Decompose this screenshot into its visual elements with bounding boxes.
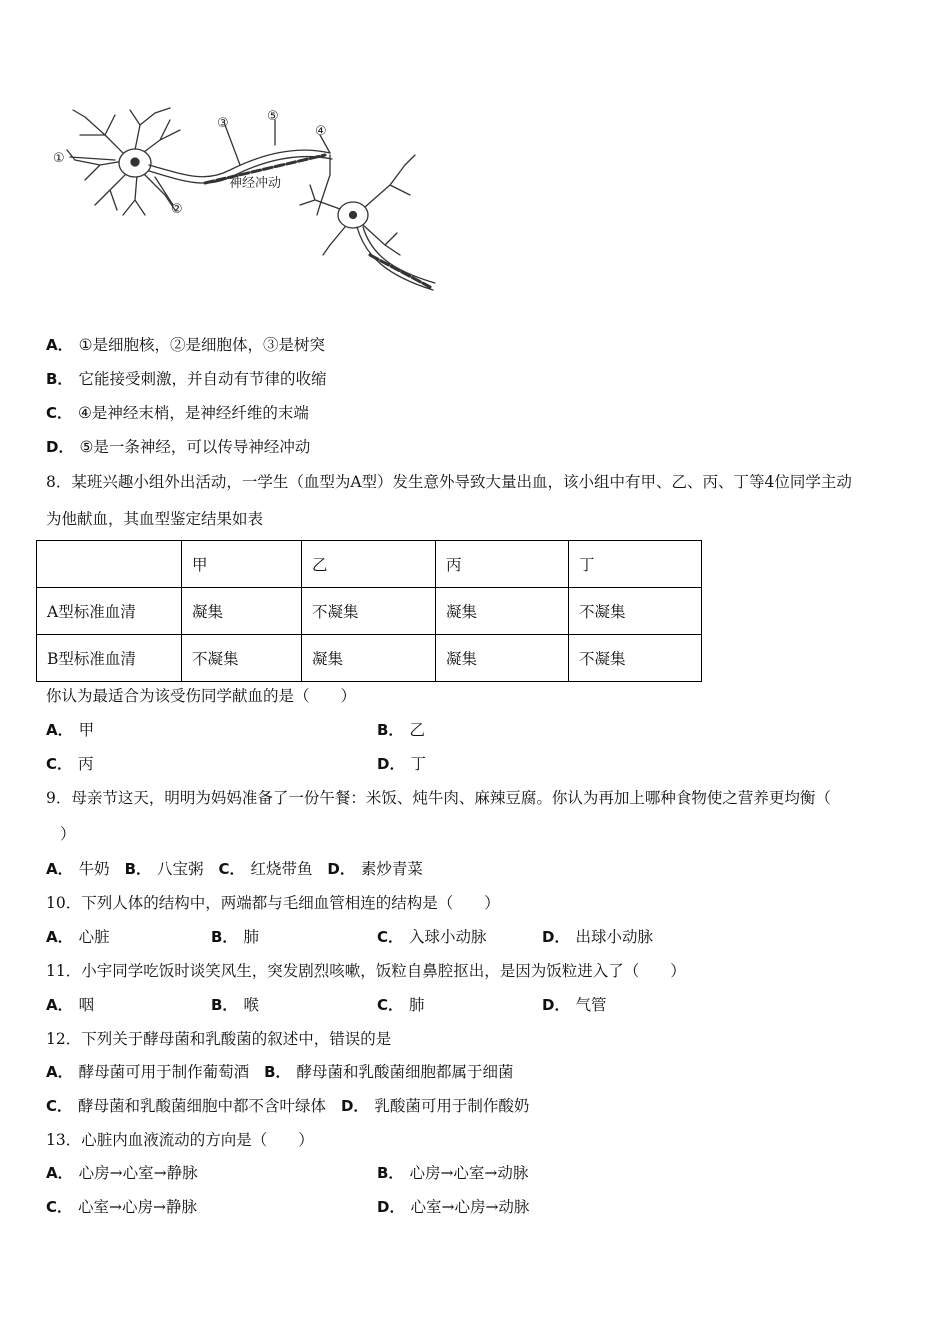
- option-label: A．: [46, 1164, 73, 1182]
- option-text: 红烧带鱼: [250, 860, 313, 878]
- q9-option-b[interactable]: [125, 860, 204, 878]
- table-cell: 不凝集: [302, 588, 436, 635]
- marker-1-label: ①: [53, 151, 65, 166]
- option-label: A．: [46, 1063, 73, 1081]
- q10-option-d[interactable]: [542, 927, 653, 947]
- table-header-cell: 丙: [436, 541, 569, 588]
- option-label: D．: [542, 996, 570, 1014]
- q9-stem-line2: ）: [60, 825, 76, 843]
- blood-type-table: [36, 540, 702, 682]
- option-text: 肺: [409, 996, 425, 1014]
- table-row: [37, 635, 702, 682]
- option-label: C．: [377, 996, 404, 1014]
- q10-option-a[interactable]: [46, 927, 110, 947]
- option-text: 八宝粥: [157, 860, 204, 878]
- table-cell: 不凝集: [182, 635, 302, 682]
- table-cell: 凝集: [436, 635, 569, 682]
- option-label: D．: [327, 860, 355, 878]
- table-header-cell: 丁: [569, 541, 702, 588]
- option-label: B．: [124, 860, 151, 878]
- q10-option-c[interactable]: [377, 927, 487, 947]
- option-label: D．: [340, 1097, 369, 1115]
- q7-option-d[interactable]: [46, 437, 310, 457]
- option-text: 出球小动脉: [575, 928, 653, 946]
- table-header-row: [37, 541, 702, 588]
- option-text: 咽: [78, 996, 95, 1014]
- option-text: 心房→心室→动脉: [409, 1164, 529, 1182]
- q7-option-c[interactable]: [46, 403, 309, 423]
- q9-option-d[interactable]: [327, 860, 422, 878]
- option-label: B．: [264, 1063, 291, 1081]
- option-label: C．: [46, 1198, 73, 1216]
- q8-option-b[interactable]: [377, 720, 425, 740]
- option-text: 酵母菌和乳酸菌细胞中都不含叶绿体: [78, 1097, 327, 1115]
- option-text: 素炒青菜: [360, 860, 423, 878]
- q12-option-a[interactable]: [46, 1063, 249, 1081]
- q11-option-c[interactable]: [377, 995, 425, 1015]
- q13-option-d[interactable]: [377, 1197, 529, 1217]
- option-label: A．: [46, 860, 73, 878]
- q11-stem: 11．小宇同学吃饭时谈笑风生，突发剧烈咳嗽，饭粒自鼻腔抠出，是因为饭粒进入了（ ）: [46, 962, 686, 980]
- option-label: C．: [218, 860, 245, 878]
- q12-options-row1: [46, 1062, 514, 1082]
- q8-option-c[interactable]: [46, 754, 94, 774]
- option-text: ④是神经末梢，是神经纤维的末端: [78, 404, 309, 422]
- table-cell: 凝集: [436, 588, 569, 635]
- option-text: 肺: [243, 928, 259, 946]
- option-label: B．: [377, 721, 404, 739]
- q8-question: 你认为最适合为该受伤同学献血的是（ ）: [46, 687, 357, 705]
- option-text: 甲: [78, 721, 95, 739]
- option-text: 心脏: [78, 928, 110, 946]
- option-label: B．: [377, 1164, 404, 1182]
- q13-option-c[interactable]: [46, 1197, 197, 1217]
- option-text: ①是细胞核，②是细胞体，③是树突: [78, 336, 326, 354]
- q8-option-d[interactable]: [377, 754, 426, 774]
- option-text: 心房→心室→静脉: [78, 1164, 198, 1182]
- option-label: C．: [46, 755, 73, 773]
- table-cell: 不凝集: [569, 635, 702, 682]
- table-header-cell: 乙: [302, 541, 436, 588]
- q7-option-b[interactable]: [46, 369, 326, 389]
- option-label: A．: [46, 996, 73, 1014]
- option-text: 酵母菌和乳酸菌细胞都属于细菌: [296, 1063, 514, 1081]
- option-label: C．: [46, 404, 73, 422]
- q11-option-d[interactable]: [542, 995, 606, 1015]
- option-label: B．: [211, 928, 238, 946]
- option-label: A．: [46, 721, 73, 739]
- q12-stem: 12．下列关于酵母菌和乳酸菌的叙述中，错误的是: [46, 1030, 392, 1048]
- q12-options-row2: [46, 1096, 529, 1116]
- option-text: 心室→心房→静脉: [78, 1198, 197, 1216]
- option-text: 喉: [243, 996, 259, 1014]
- option-label: C．: [46, 1097, 73, 1115]
- table-cell: 不凝集: [569, 588, 702, 635]
- option-text: 入球小动脉: [409, 928, 487, 946]
- neuron-figure: [45, 105, 440, 305]
- q10-stem: 10．下列人体的结构中，两端都与毛细血管相连的结构是（ ）: [46, 894, 500, 912]
- q10-option-b[interactable]: [211, 927, 259, 947]
- q9-option-a[interactable]: [46, 860, 110, 878]
- table-row: [37, 588, 702, 635]
- q8-stem-line2: 为他献血，其血型鉴定结果如表: [46, 510, 264, 528]
- option-label: D．: [46, 438, 74, 456]
- table-header-cell: 甲: [182, 541, 302, 588]
- q12-option-c[interactable]: [46, 1097, 326, 1115]
- q9-stem-line1: 9．母亲节这天，明明为妈妈准备了一份午餐：米饭、炖牛肉、麻辣豆腐。你认为再加上哪种食物使之营养更均衡（: [46, 789, 831, 807]
- option-text: 乙: [409, 721, 425, 739]
- option-label: B．: [211, 996, 238, 1014]
- q9-option-c[interactable]: [218, 860, 312, 878]
- option-text: ⑤是一条神经，可以传导神经冲动: [79, 438, 311, 456]
- marker-2-label: ②: [171, 202, 183, 217]
- q8-option-a[interactable]: [46, 720, 94, 740]
- option-text: 牛奶: [78, 860, 110, 878]
- q8-stem-line1: 8．某班兴趣小组外出活动，一学生（血型为A型）发生意外导致大量出血，该小组中有甲、乙、丙、丁等4位同学主动: [46, 473, 852, 491]
- option-label: D．: [377, 755, 405, 773]
- option-label: A．: [46, 928, 73, 946]
- q13-option-a[interactable]: [46, 1163, 198, 1183]
- option-text: 丙: [78, 755, 94, 773]
- q12-option-d[interactable]: [341, 1097, 529, 1115]
- option-text: 酵母菌可用于制作葡萄酒: [78, 1063, 250, 1081]
- option-label: A．: [46, 336, 73, 354]
- q9-options: [46, 859, 423, 879]
- table-cell: 凝集: [182, 588, 302, 635]
- marker-4-label: ④: [315, 124, 327, 139]
- marker-3-label: ③: [217, 116, 229, 131]
- q7-option-a[interactable]: [46, 335, 325, 355]
- table-cell: A型标准血清: [37, 588, 182, 635]
- option-label: B．: [46, 370, 73, 388]
- option-label: D．: [542, 928, 570, 946]
- figure-caption: 神经冲动: [229, 176, 282, 191]
- option-text: 心室→心房→动脉: [410, 1198, 530, 1216]
- option-label: D．: [377, 1198, 405, 1216]
- table-cell: 凝集: [302, 635, 436, 682]
- q13-stem: 13．心脏内血液流动的方向是（ ）: [46, 1131, 314, 1149]
- table-header-cell: [37, 541, 182, 588]
- option-label: C．: [377, 928, 404, 946]
- table-cell: B型标准血清: [37, 635, 182, 682]
- option-text: 气管: [575, 996, 607, 1014]
- q11-option-a[interactable]: [46, 995, 94, 1015]
- q13-option-b[interactable]: [377, 1163, 528, 1183]
- option-text: 它能接受刺激，并自动有节律的收缩: [78, 370, 327, 388]
- q12-option-b[interactable]: [264, 1063, 513, 1081]
- option-text: 丁: [410, 755, 426, 773]
- marker-5-label: ⑤: [267, 109, 279, 124]
- q11-option-b[interactable]: [211, 995, 259, 1015]
- option-text: 乳酸菌可用于制作酸奶: [374, 1097, 530, 1115]
